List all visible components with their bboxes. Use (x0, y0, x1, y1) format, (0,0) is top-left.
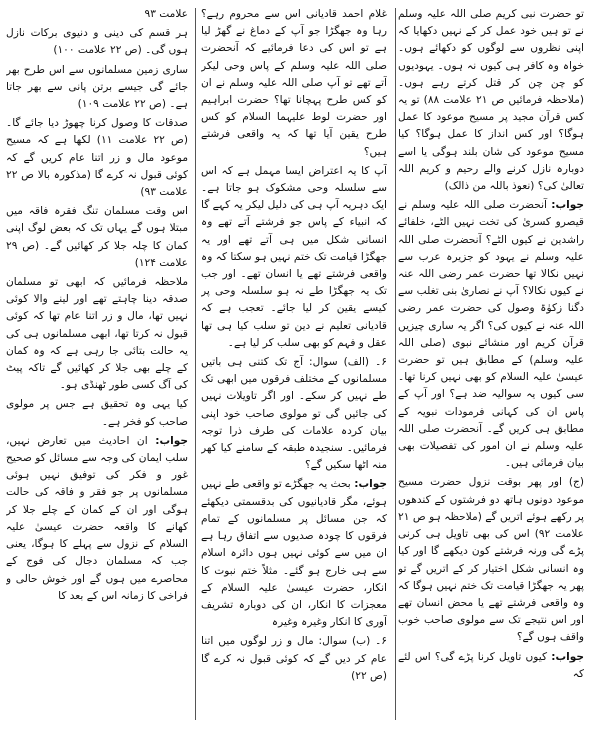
answer-paragraph (398, 197, 584, 472)
question-paragraph: ۶۔ (ب) سوال: مال و زر لوگوں میں اتنا عام کر دیں گے کہ کوئی قبول نہ کرے گا (ص ۲۲) (201, 635, 387, 682)
middle-text-column (201, 6, 387, 724)
answer-label: جواب: (551, 650, 584, 663)
body-paragraph: غلام احمد قادیانی اس سے محروم رہے؟ رہا وہ جھگڑا جو آپ کے دماغ نے گھڑ لیا ہے تو اس کی دعا فرمائیے کہ آنحضرت صلی اللہ علیہ وسلم کے پاس وحی لیکر آتے تھے تو آپ صلی اللہ علیہ وسلم نے ان کو کس طرح پہچانا تھا؟ حضرت ابراہیم اور حضرت لوط علیہما السلام کو کس طرح یقین آیا تھا کہ یہ واقعی فرشتے ہیں؟ (201, 8, 387, 158)
quote-paragraph: صدقات کا وصول کرنا چھوڑ دیا جائے گا۔ (ص ۲۲ علامت ۱۱) لکھا ہے کہ مسیح موعود مال و زر اتنا عام کریں گے کہ کوئی قبول نہ کرے گا (مذکورہ بالا ص ۲۲ علامت ۹۳) (6, 117, 188, 199)
answer-text: بحث یہ جھگڑے تو واقعی طے نہیں ہوئے، مگر قادیانیوں کی بدقسمتی دیکھئے کہ جن مسائل پر مسلمانوں کے تمام فرقوں کا چودہ صدیوں سے اتفاق رہا ہے ان میں سے کوئی نہیں ہوں دائرہ اسلام سے ہی خارج ہو گئے۔ مثلاً ختم نبوت کا انکار، حضرت عیسیٰ علیہ السلام کے معجزات کا انکار، ان کی دوبارہ تشریف آوری کا انکار وغیرہ وغیرہ (201, 478, 387, 629)
quote-paragraph: اس وقت مسلمان تنگ فقرہ فاقہ میں مبتلا ہوں گے یہاں تک کہ بعض لوگ اپنی کمان کا چلہ جلا کر کھائیں گے۔ (ص ۲۹ علامت ۱۲۴) (6, 205, 188, 269)
left-text-column (6, 6, 188, 724)
reference-line: علامت ۹۳ (144, 8, 188, 20)
answer-text: ان احادیث میں تعارض نہیں، سلب ایمان کی وجہ سے مسائل کو صحیح غور و فکر کی توفیق نہیں ہوئی مسلمانوں پر جو فقر و فاقہ کی حالت ہوگی اور ان کے کمان کے چلے جلا کر کھانے کا واقعہ حضرت عیسیٰ علیہ السلام کے نزول سے پہلے کا ہوگا، یعنی جب کہ مسلمان دجال کی فوج کے محاصرے میں ہوں گے اور خوش حالی و فراخی کا زمانہ اس کے بعد کا (6, 434, 188, 602)
body-paragraph: ملاحظہ فرمائیں کہ ابھی تو مسلمان صدقہ دینا چاہتے تھے اور لینے والا کوئی نہیں تھا، مال و زر اتنا عام تھا کہ کوئی قبول نہ کرتا تھا، ابھی مسلمانوں ہی کی یہ حالت بتائی جا رہی ہے کہ وہ کمان کے چلے بھی جلا کر کھائیں گے تاکہ پیٹ کی آگ کسی طور ٹھنڈی ہو۔ (6, 276, 188, 392)
column-divider (195, 8, 196, 720)
question-paragraph: (ج) اور پھر بوقت نزول حضرت مسیح موعود دونوں ہاتھ دو فرشتوں کے کندھوں پر رکھے ہوئے اتریں گے (ملاحظہ ہو ص ۲۱ علامت ۹۲) اس کی بھی تاویل ہی کرنی پڑے گی ورنہ فرشتے کون دیکھے گا اور کیا وہ انسانی شکل اختیار کر کے اتریں گے تو پھر یہ جھگڑا قیامت تک ختم نہیں ہوگا کہ وہ واقعی فرشتے تھے یا محض انسان تھے اور اس نتیجے تک سے مولوی صاحب خوب واقف ہوں گے؟ (398, 476, 584, 644)
quote-paragraph: ہر قسم کی دینی و دنیوی برکات نازل ہوں گی۔ (ص ۲۲ علامت ۱۰۰) (6, 27, 188, 57)
answer-paragraph (201, 476, 387, 631)
answer-text: آنحضرت صلی اللہ علیہ وسلم نے قیصرو کسریٰ کی تخت نہیں الٹے، خلفائے راشدین نے کیوں الٹے؟ آنحضرت صلی اللہ علیہ وسلم نے یہود کو جزیرہ عرب سے نہیں نکالا تھا حضرت عمر رضی اللہ عنہ نے کیوں نکالا؟ آپ نے نصاریٰ بنی تغلب سے دگنا زکوٰۃ وصول کی حضرت عمر رضی اللہ عنہ نے کیوں کی؟ اگر یہ ساری چیزیں قرآن کریم اور منشائے نبوی (صلی اللہ علیہ وسلم) کے مطابق ہیں تو حضرت عیسیٰ علیہ السلام کو بھی نہیں کرنا تھا۔ سی کیوں یہ سوالیہ ضد ہے؟ اور آپ کے پاس ان کی کہانی فرمودات نبویہ کے مطابق ہی کریں گے۔ آنحضرت صلی اللہ علیہ وسلم نے ان امور کی تفصیلات بھی بیان فرمائی ہیں۔ (398, 199, 584, 470)
answer-text: کیوں تاویل کرنا پڑے گی؟ اس لئے کہ (398, 650, 584, 680)
answer-label: جواب: (354, 478, 387, 491)
question-paragraph: تو حضرت نبی کریم صلی اللہ علیہ وسلم نے تو ہیں خود عمل کر کے نہیں دکھایا کہ اپنی نظروں سے لوگوں کو دکھائے ہوں۔ خواہ وہ کافر ہی کیوں نہ ہوں۔ یہودیوں کو چن چن کر قتل کرتے رہے ہوں۔ (ملاحظہ فرمائیں ص ۲۱ علامت ۸۸) تو یہ کس قرآن مجید پر مسیح موعود کا عمل ہوگا؟ اور کس انداز کا عمل ہوگا؟ کیا مسیح موعود کی شان بلند ہوگی یا اسے دوبارہ نازل کرنے والے رحیم و کریم اللہ تعالیٰ کی؟ (نعوذ باللہ من ذالک) (398, 8, 584, 193)
quote-paragraph: ساری زمین مسلمانوں سے اس طرح بھر جائے گی جیسے برتن پانی سے بھر جاتا ہے۔ (ص ۲۲ علامت ۱۰۹) (6, 63, 188, 111)
column-divider (395, 8, 396, 720)
right-text-column (398, 6, 584, 724)
body-paragraph: آپ کا یہ اعتراض ایسا مہمل ہے کہ اس سے سلسلہ وحی مشکوک ہو جاتا ہے۔ ایک دہریہ آپ ہی کی دلیل لیکر یہ کہے گا کہ انبیاء کے پاس جو فرشتے آتے تھے وہ انسانی شکل میں ہی آتے تھے اور یہ جھگڑا قیامت تک ختم نہیں ہو سکتا کہ وہ واقعی فرشتے تھے یا انسان تھے۔ اور جب تک یہ جھگڑا طے نہ ہو سلسلہ وحی پر کیسے یقین کر لیا جائے۔ تعجب ہے کہ قادیانی تعلیم نے دین تو سلب کیا ہی تھا عقل و فہم کو بھی سلب کر لیا ہے۔ (201, 164, 387, 349)
answer-label: جواب: (155, 434, 188, 447)
question-paragraph: ۶۔ (الف) سوال: آج تک کتنی ہی باتیں مسلمانوں کے مختلف فرقوں میں ابھی تک طے نہیں کر سکے۔ اور اگر تاویلات نہیں کی جائیں گی تو مولوی صاحب خود اپنی بیان کردہ علامات کی طرف ذرا توجہ فرمائیں۔ سنجیدہ طبقہ کے سامنے کیا کھر منہ اٹھا سکیں گے؟ (201, 356, 387, 472)
answer-label: جواب: (551, 199, 584, 212)
body-paragraph: کیا یہی وہ تحقیق ہے جس پر مولوی صاحب کو فخر ہے۔ (6, 398, 188, 428)
answer-paragraph (6, 433, 188, 605)
answer-paragraph (398, 649, 584, 683)
